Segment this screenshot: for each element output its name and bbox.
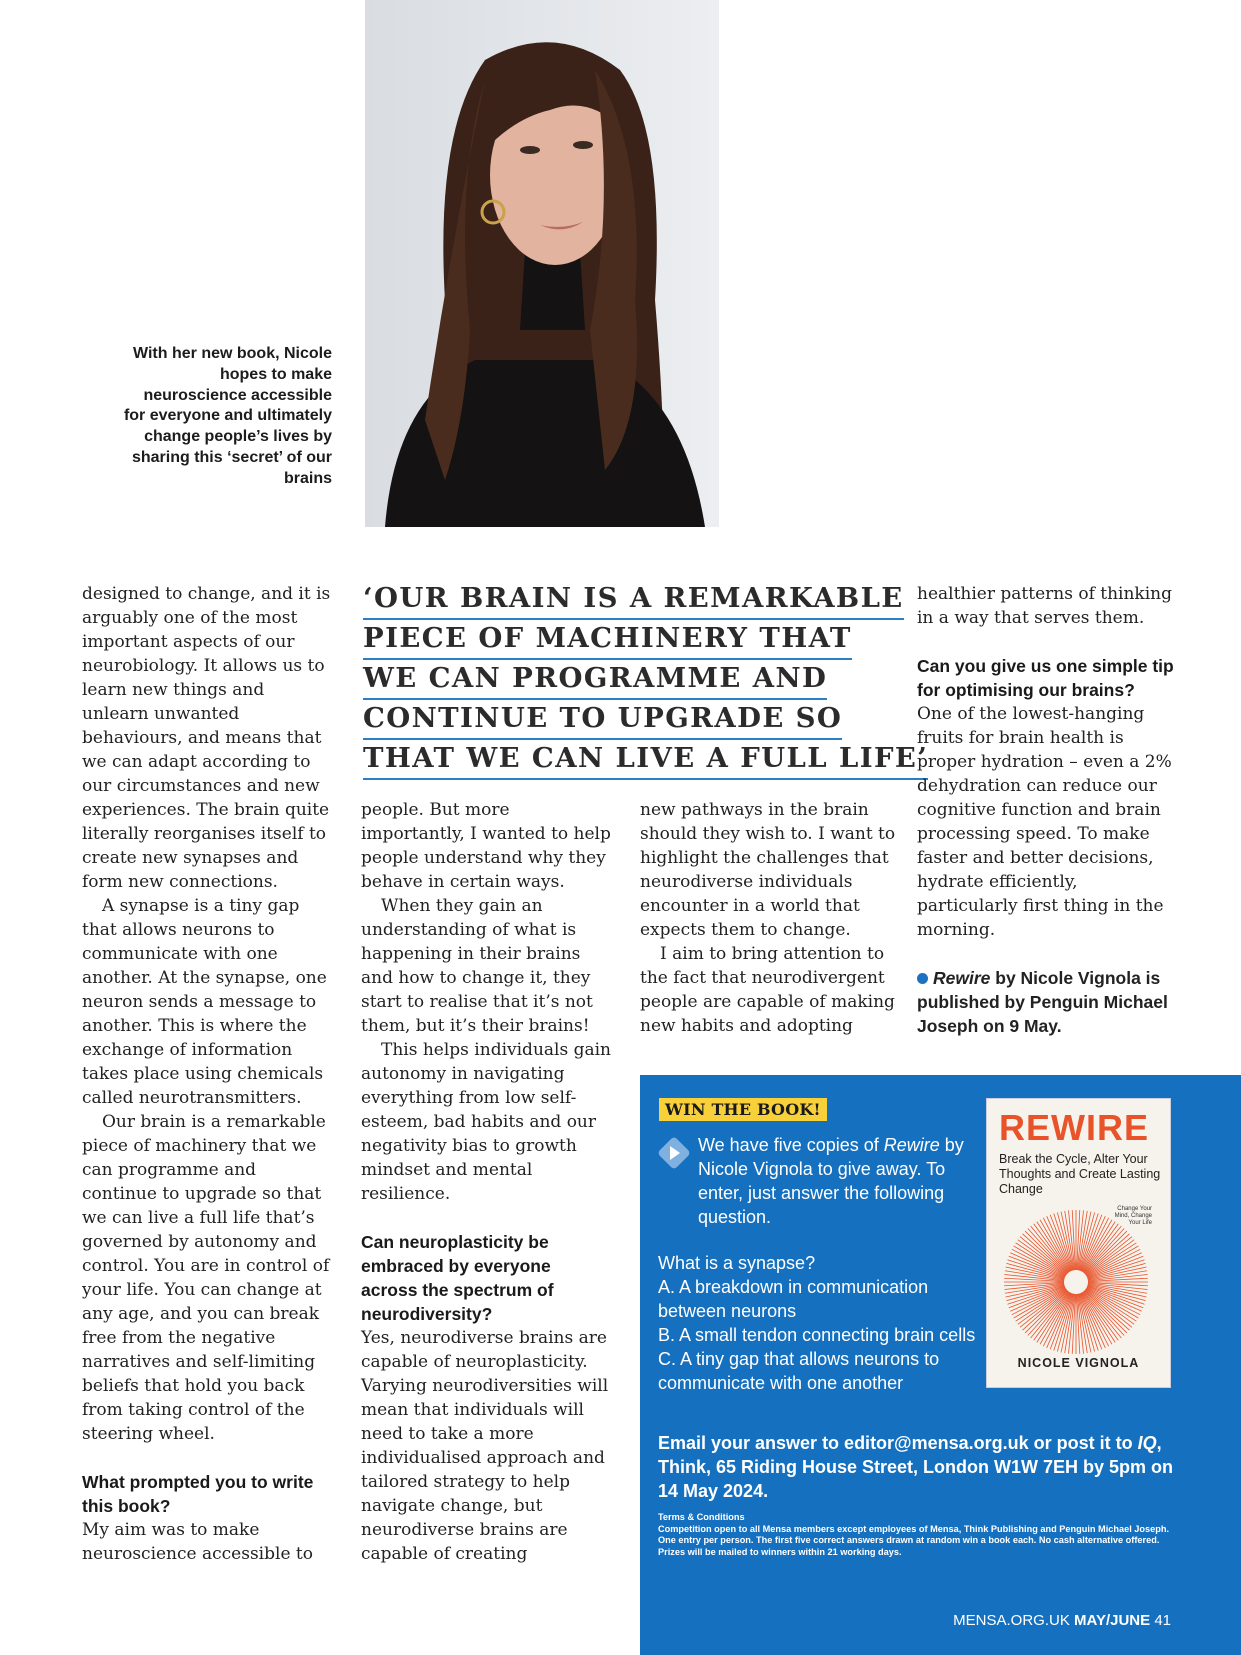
answer-option: C. A tiny gap that allows neurons to communicate with one another — [658, 1349, 940, 1393]
pull-quote-line: THAT WE CAN LIVE A FULL LIFE’ — [363, 740, 928, 780]
question-text: What is a synapse? — [658, 1253, 816, 1273]
win-the-book-tag: WIN THE BOOK! — [659, 1098, 827, 1121]
book-cover-subtitle: Break the Cycle, Alter Your Thoughts and Create Lasting Change — [999, 1152, 1161, 1196]
book-cover-title: REWIRE — [999, 1107, 1149, 1148]
sunburst-graphic — [1001, 1207, 1151, 1357]
competition-intro: We have five copies of Rewire by Nicole Vignola to give away. To enter, just answer the following question. — [658, 1133, 968, 1229]
answer-option: A. A breakdown in communication between neurons — [658, 1277, 929, 1321]
competition-panel — [640, 1075, 1241, 1655]
paragraph: This helps individuals gain autonomy in navigating everything from low self-esteem, bad habits and our negativity bias to growth mindset and mental resilience. — [361, 1040, 611, 1204]
entry-instructions: Email your answer to editor@mensa.org.uk or post it to IQ, Think, 65 Riding House Street, London W1W 7EH by 5pm on 14 May 2024. — [658, 1433, 1174, 1501]
footer-issue: MAY/JUNE — [1074, 1612, 1151, 1629]
pull-quote-line: ‘OUR BRAIN IS A REMARKABLE — [363, 580, 904, 620]
page-number: 41 — [1154, 1612, 1171, 1629]
paragraph: One of the lowest-hanging fruits for brain health is proper hydration – even a 2% dehydration can reduce our cognitive function and brain processing speed. To make faster and better decisions, hydrate efficiently, particularly first thing in the morning. — [917, 704, 1172, 940]
paragraph: My aim was to make neuroscience accessible to — [82, 1520, 313, 1564]
book-cover-author: NICOLE VIGNOLA — [1017, 1356, 1140, 1370]
book-title: Rewire — [933, 968, 991, 988]
terms-text: Competition open to all Mensa members except employees of Mensa, Think Publishing and Penguin Michael Joseph. One entry per person. The first five correct answers drawn at random win a book each. No cash alternative offered. Prizes will be mailed to winners within 21 working days. — [658, 1523, 1170, 1557]
paragraph: Yes, neurodiverse brains are capable of neuroplasticity. Varying neurodiversities will mean that individuals will need to take a more individualised approach and tailored strategy to help navigate change, but neurodiverse brains are capable of creating — [361, 1328, 609, 1564]
paragraph: When they gain an understanding of what is happening in their brains and how to change it, they start to realise that it’s not them, but it’s their brains! — [361, 896, 593, 1036]
book-cover — [986, 1098, 1171, 1388]
terms-title: Terms & Conditions — [658, 1512, 745, 1522]
book-cover-tagline: Change Your Mind, Change Your Life — [1114, 1206, 1152, 1226]
footer-site: MENSA.ORG.UK — [953, 1612, 1070, 1629]
interview-question: What prompted you to write this book? — [82, 1472, 314, 1516]
pull-quote-line: PIECE OF MACHINERY THAT — [363, 620, 852, 660]
paragraph: Our brain is a remarkable piece of machinery that we can programme and continue to upgrade so that we can live a full life that’s governed by autonomy and control. You are in control of your life. You can change at any age, and you can break free from the negative narratives and self-limiting beliefs that hold you back from taking control of the steering wheel. — [82, 1112, 330, 1444]
paragraph: designed to change, and it is arguably one of the most important aspects of our neurobiology. It allows us to learn new things and unlearn unwanted behaviours, and means that we can adapt according to our circumstances and new experiences. The brain quite literally reorganises itself to create new synapses and form new connections. — [82, 584, 331, 892]
paragraph: I aim to bring attention to the fact that neurodivergent people are capable of making new habits and adopting — [640, 944, 895, 1036]
paragraph: people. But more importantly, I wanted to help people understand why they behave in certain ways. — [361, 800, 611, 892]
article-column-1 — [82, 582, 332, 1566]
answer-option: B. A small tendon connecting brain cells — [658, 1325, 976, 1345]
paragraph: new pathways in the brain should they wish to. I want to highlight the challenges that neurodiverse individuals encounter in a world that expects them to change. — [640, 800, 896, 940]
pull-quote-line: CONTINUE TO UPGRADE SO — [363, 700, 842, 740]
interview-question: Can you give us one simple tip for optimising our brains? — [917, 656, 1174, 700]
competition-question — [658, 1251, 978, 1395]
article-column-2 — [361, 798, 611, 1566]
terms-and-conditions — [658, 1512, 1178, 1558]
paragraph: healthier patterns of thinking in a way that serves them. — [917, 584, 1172, 628]
article-column-4 — [917, 582, 1177, 1038]
pull-quote — [363, 580, 929, 780]
bullet-dot-icon — [917, 973, 928, 984]
photo-caption: With her new book, Nicole hopes to make neuroscience accessible for everyone and ultimately change people’s lives by sharing this ‘secret’ of our brains — [123, 345, 332, 487]
paragraph: A synapse is a tiny gap that allows neurons to communicate with one another. At the synapse, one neuron sends a message to another. This is where the exchange of information takes place using chemicals called neurotransmitters. — [82, 896, 327, 1108]
diamond-arrow-icon — [656, 1135, 692, 1171]
page-footer — [953, 1612, 1171, 1629]
pull-quote-line: WE CAN PROGRAMME AND — [363, 660, 827, 700]
publication-note: Rewire by Nicole Vignola is published by Penguin Michael Joseph on 9 May. — [917, 968, 1168, 1036]
interview-question: Can neuroplasticity be embraced by everyone across the spectrum of neurodiversity? — [361, 1232, 554, 1324]
portrait-photo — [365, 0, 719, 527]
article-column-3 — [640, 798, 896, 1038]
